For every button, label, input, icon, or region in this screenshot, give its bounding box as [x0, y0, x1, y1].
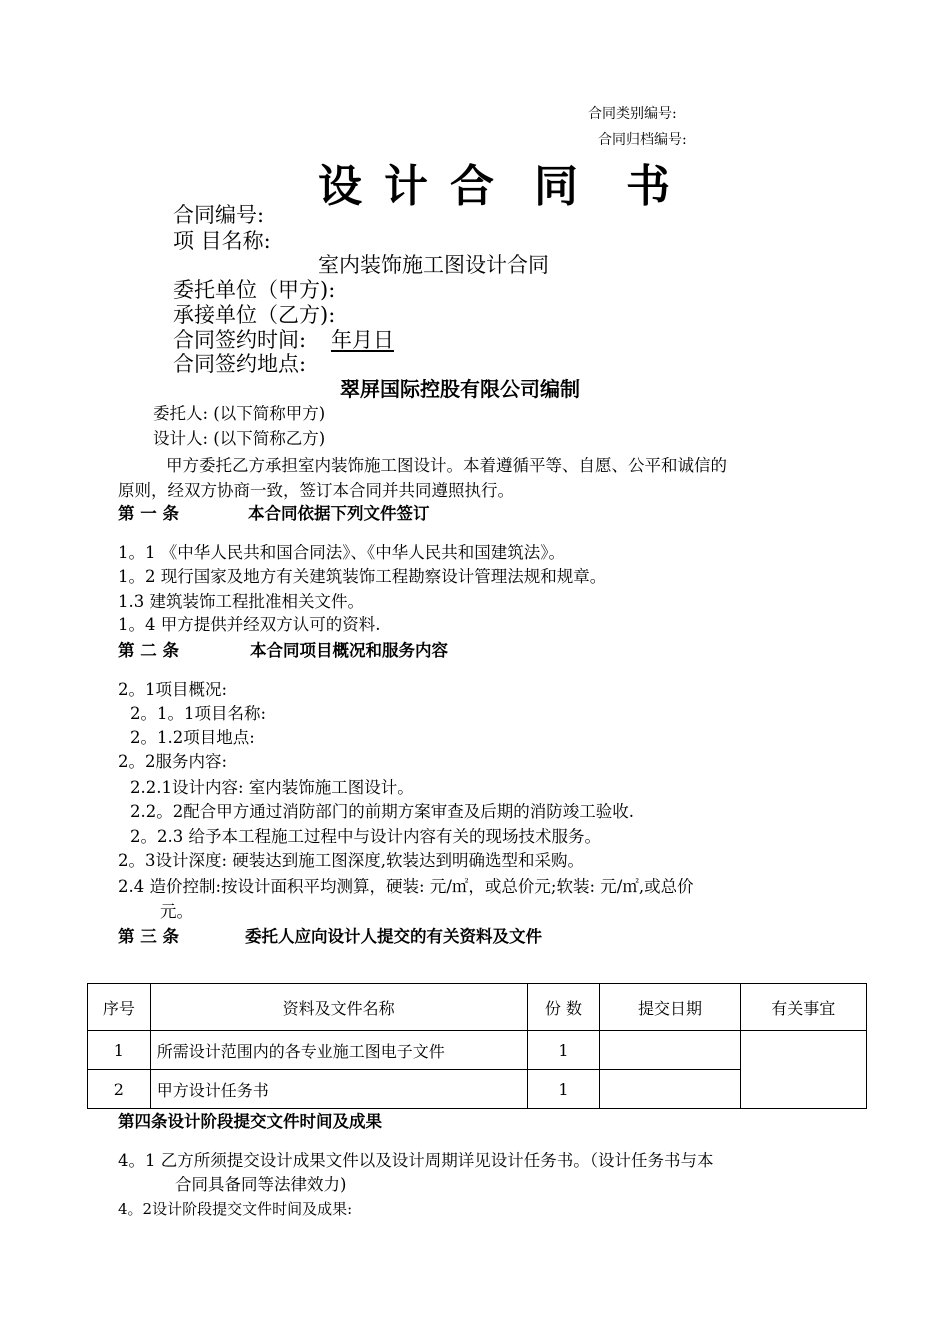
article-1-item: 1。4 甲方提供并经双方认可的资料.	[118, 615, 381, 634]
intro-line-1: 甲方委托乙方承担室内装饰施工图设计。本着遵循平等、自愿、公平和诚信的	[166, 456, 727, 475]
intro-line-2: 原则，经双方协商一致，签订本合同并共同遵照执行。	[118, 481, 514, 500]
article-2-line: 2。1。1项目名称:	[130, 704, 267, 723]
contractor-unit-label: 承接单位（乙方):	[173, 303, 336, 327]
title-char: 同	[534, 161, 578, 212]
article-4-heading: 第四条设计阶段提交文件时间及成果	[118, 1112, 382, 1131]
table-cell: 甲方设计任务书	[150, 1070, 527, 1109]
table-cell	[600, 1070, 740, 1109]
table-cell: 1	[527, 1070, 600, 1109]
contract-category-number: 合同类别编号:	[588, 106, 677, 122]
compiler-line: 翠屏国际控股有限公司编制	[340, 377, 580, 401]
column-header: 序号	[88, 984, 151, 1031]
title-char: 设	[318, 161, 362, 212]
column-header: 资料及文件名称	[150, 984, 527, 1031]
article-3-number: 第 三 条	[118, 927, 179, 946]
article-2-line: 2。3设计深度: 硬装达到施工图深度,软装达到明确选型和采购。	[118, 851, 585, 870]
project-name-label: 项 目名称:	[173, 229, 271, 253]
party-client: 委托人: (以下简称甲方)	[153, 404, 326, 423]
table-cell: 2	[88, 1070, 151, 1109]
client-unit-label: 委托单位（甲方):	[173, 278, 336, 302]
article-2-number: 第 二 条	[118, 641, 179, 660]
table-header-row	[88, 984, 867, 1031]
article-2-line: 2.4 造价控制:按设计面积平均测算，硬装: 元/㎡，或总价元;软装: 元/㎡,或总价	[118, 877, 694, 896]
article-2-line: 2.2。2配合甲方通过消防部门的前期方案审查及后期的消防竣工验收.	[130, 802, 634, 821]
sign-time-value: 年月日	[331, 328, 394, 352]
party-designer: 设计人: (以下简称乙方)	[153, 429, 326, 448]
table-cell: 所需设计范围内的各专业施工图电子文件	[150, 1031, 527, 1070]
column-header: 有关事宜	[740, 984, 866, 1031]
article-2-line: 2.2.1设计内容: 室内装饰施工图设计。	[130, 778, 414, 797]
article-1-item: 1。1 《中华人民共和国合同法》、《中华人民共和国建筑法》。	[118, 543, 565, 562]
article-4-item-1: 4。1 乙方所须提交设计成果文件以及设计周期详见设计任务书。（设计任务书与本	[118, 1151, 714, 1170]
table-row	[88, 1031, 867, 1070]
contract-number-label: 合同编号:	[173, 203, 265, 227]
title-char: 书	[626, 161, 670, 212]
page-title	[318, 150, 670, 214]
article-1-item: 1.3 建筑装饰工程批准相关文件。	[118, 592, 364, 611]
column-header: 提交日期	[600, 984, 740, 1031]
article-4-item-2: 4。2设计阶段提交文件时间及成果:	[118, 1200, 353, 1218]
article-2-line: 2。2服务内容:	[118, 752, 228, 771]
article-1-heading: 本合同依据下列文件签订	[248, 504, 430, 523]
title-char: 计	[384, 161, 428, 212]
article-4-item-1-cont: 合同具备同等法律效力)	[175, 1175, 347, 1194]
sign-place-label: 合同签约地点:	[173, 352, 307, 376]
article-2-heading: 本合同项目概况和服务内容	[250, 641, 448, 660]
table-cell: 1	[88, 1031, 151, 1070]
table-cell	[600, 1031, 740, 1070]
article-2-line: 2。1.2项目地点:	[130, 728, 255, 747]
project-name-value: 室内装饰施工图设计合同	[318, 253, 549, 277]
article-1-item: 1。2 现行国家及地方有关建筑装饰工程勘察设计管理法规和规章。	[118, 567, 607, 586]
article-2-line: 2。1项目概况:	[118, 680, 228, 699]
article-2-line: 2。2.3 给予本工程施工过程中与设计内容有关的现场技术服务。	[130, 827, 601, 846]
table-cell: 1	[527, 1031, 600, 1070]
table-cell	[740, 1031, 866, 1109]
title-char: 合	[450, 161, 494, 212]
column-header: 份 数	[527, 984, 600, 1031]
article-1-number: 第 一 条	[118, 504, 179, 523]
sign-time-label: 合同签约时间:	[173, 328, 307, 352]
article-3-heading: 委托人应向设计人提交的有关资料及文件	[245, 927, 542, 946]
documents-table	[87, 983, 867, 1109]
contract-archive-number: 合同归档编号:	[598, 132, 687, 148]
article-2-line: 元。	[160, 902, 193, 921]
